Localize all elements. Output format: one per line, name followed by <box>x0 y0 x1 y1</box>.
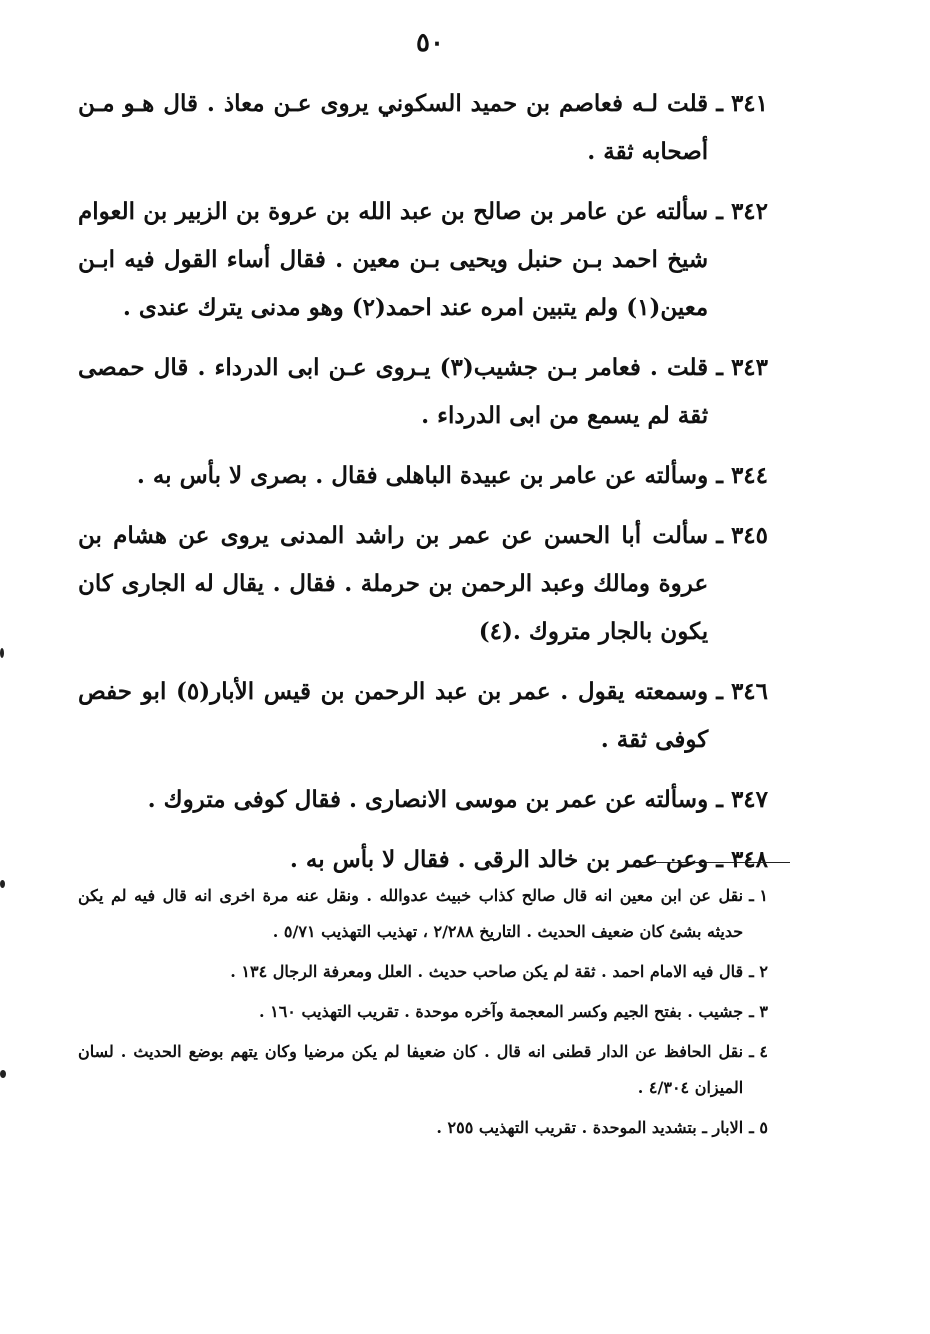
entry-341 <box>78 80 768 176</box>
entry-347 <box>78 776 768 824</box>
entry-text: قلت لـه فعاصم بن حميد السكوني يروى عـن معاذ . قال هـو مـن أصحابه ثقة . <box>78 90 709 165</box>
entry-number: ٣٤٧ ـ <box>716 786 768 813</box>
footnote-2 <box>78 954 768 990</box>
entry-text: قلت . فعامر بـن جشيب(٣) يـروى عـن ابى الدرداء . قال حمصى ثقة لم يسمع من ابى الدرداء . <box>78 354 709 429</box>
entry-text: وسمعته يقول . عمر بن عبد الرحمن بن قيس الأبار(٥) ابو حفص كوفى ثقة . <box>78 678 709 753</box>
footnote-3 <box>78 994 768 1030</box>
entry-number: ٣٤٥ ـ <box>716 522 768 549</box>
footnote-divider <box>642 862 790 863</box>
footnote-number: ٢ ـ <box>749 962 768 981</box>
entry-342 <box>78 188 768 332</box>
entry-number: ٣٤٢ ـ <box>716 198 768 225</box>
footnote-4 <box>78 1034 768 1106</box>
footnote-text: نقل الحافظ عن الدار قطنى انه قال . كان ضعيفا لم يكن مرضيا وكان يتهم بوضع الحديث . لسان الميزان ٤/٣٠٤ . <box>78 1042 744 1097</box>
footnote-text: الابار ـ بتشديد الموحدة . تقريب التهذيب ٢٥٥ . <box>436 1118 744 1137</box>
entry-345 <box>78 512 768 656</box>
entry-number: ٣٤٨ ـ <box>716 846 768 873</box>
entry-348 <box>78 836 768 884</box>
entry-text: سألت أبا الحسن عن عمر بن راشد المدنى يروى عن هشام بن عروة ومالك وعبد الرحمن بن حرملة . فقال . يقال له الجارى كان يكون بالجار متروك .(٤) <box>78 522 709 645</box>
footnote-1 <box>78 878 768 950</box>
footnote-number: ٥ ـ <box>749 1118 768 1137</box>
footnote-5 <box>78 1110 768 1146</box>
entry-number: ٣٤٣ ـ <box>716 354 768 381</box>
entry-text: وعن عمر بن خالد الرقى . فقال لا بأس به . <box>289 846 709 873</box>
footnote-text: جشيب . بفتح الجيم وكسر المعجمة وآخره موحدة . تقريب التهذيب ١٦٠ . <box>258 1002 744 1021</box>
entry-text: وسألته عن عامر بن عبيدة الباهلى فقال . بصرى لا بأس به . <box>136 462 709 489</box>
footnote-text: نقل عن ابن معين انه قال صالح كذاب خبيث عدوالله . ونقل عنه مرة اخرى انه قال فيه لم يكن حديثه بشئ كان ضعيف الحديث . التاريخ ٢/٢٨٨ ، تهذيب التهذيب ٥/٧١ . <box>78 886 744 941</box>
page-number: ٥٠ <box>416 28 444 58</box>
entry-number: ٣٤٦ ـ <box>716 678 768 705</box>
scan-speck-mark <box>0 880 5 888</box>
footnote-number: ٣ ـ <box>749 1002 768 1021</box>
footnote-number: ١ ـ <box>749 886 768 905</box>
entry-346 <box>78 668 768 764</box>
entry-344 <box>78 452 768 500</box>
entry-text: وسألته عن عمر بن موسى الانصارى . فقال كوفى متروك . <box>147 786 709 813</box>
entry-number: ٣٤١ ـ <box>716 90 768 117</box>
entry-number: ٣٤٤ ـ <box>716 462 768 489</box>
footnote-text: قال فيه الامام احمد . ثقة لم يكن صاحب حديث . العلل ومعرفة الرجال ١٣٤ . <box>230 962 744 981</box>
entries-list <box>78 80 768 884</box>
footnotes-list <box>78 878 768 1146</box>
entry-343 <box>78 344 768 440</box>
scan-speck-mark <box>0 648 4 658</box>
entry-text: سألته عن عامر بن صالح بن عبد الله بن عروة بن الزبير بن العوام شيخ احمد بـن حنبل ويحيى بـن معين . فقال أساء القول فيه ابـن معين(١) ولم يتبين امره عند احمد(٢) وهو مدنى يترك عندى . <box>78 198 709 321</box>
footnote-number: ٤ ـ <box>749 1042 768 1061</box>
scan-speck-mark <box>0 1070 6 1078</box>
